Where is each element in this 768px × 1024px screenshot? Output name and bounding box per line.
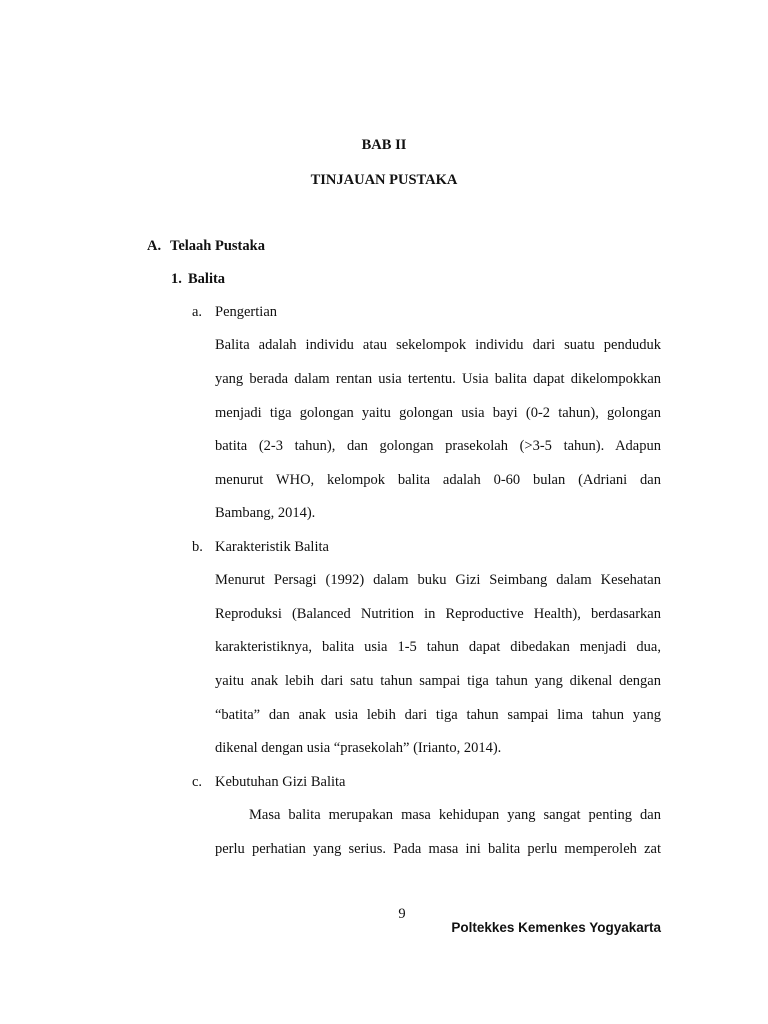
paragraph-line: perlu perhatian yang serius. Pada masa ini balita perlu memperoleh zat xyxy=(215,841,661,857)
paragraph-line: menurut WHO, kelompok balita adalah 0-60 bulan (Adriani dan xyxy=(215,472,661,488)
paragraph-line: Menurut Persagi (1992) dalam buku Gizi Seimbang dalam Kesehatan xyxy=(215,572,661,588)
paragraph-line: karakteristiknya, balita usia 1-5 tahun dapat dibedakan menjadi dua, xyxy=(215,639,661,655)
item-b-title: Karakteristik Balita xyxy=(215,539,329,555)
subsection-1-title: Balita xyxy=(188,271,226,287)
page-number: 9 xyxy=(398,906,406,922)
paragraph-line: Balita adalah individu atau sekelompok individu dari suatu penduduk xyxy=(215,337,661,353)
subsection-1-marker: 1. xyxy=(171,271,182,287)
paragraph-line: yaitu anak lebih dari satu tahun sampai tiga tahun yang dikenal dengan xyxy=(215,673,661,689)
item-b-marker: b. xyxy=(192,539,203,555)
paragraph-line: menjadi tiga golongan yaitu golongan usia bayi (0-2 tahun), golongan xyxy=(215,405,661,421)
paragraph-line: Bambang, 2014). xyxy=(215,505,316,521)
item-a-marker: a. xyxy=(192,304,203,320)
paragraph-line: yang berada dalam rentan usia tertentu. Usia balita dapat dikelompokkan xyxy=(215,371,661,387)
item-c-title: Kebutuhan Gizi Balita xyxy=(215,774,346,790)
chapter-heading: BAB II xyxy=(361,137,407,153)
chapter-title: TINJAUAN PUSTAKA xyxy=(310,172,458,188)
paragraph-line: “batita” dan anak usia lebih dari tiga tahun sampai lima tahun yang xyxy=(215,707,661,723)
item-c-marker: c. xyxy=(192,774,203,790)
paragraph-line: Masa balita merupakan masa kehidupan yang sangat penting dan xyxy=(249,807,661,823)
paragraph-line: dikenal dengan usia “prasekolah” (Irianto, 2014). xyxy=(215,740,502,756)
section-a-title: Telaah Pustaka xyxy=(170,238,265,254)
paragraph-line: batita (2-3 tahun), dan golongan prasekolah (>3-5 tahun). Adapun xyxy=(215,438,661,454)
footer-institution: Poltekkes Kemenkes Yogyakarta xyxy=(451,920,661,935)
paragraph-line: Reproduksi (Balanced Nutrition in Reproductive Health), berdasarkan xyxy=(215,606,661,622)
section-a-marker: A. xyxy=(147,238,162,254)
item-a-title: Pengertian xyxy=(215,304,278,320)
